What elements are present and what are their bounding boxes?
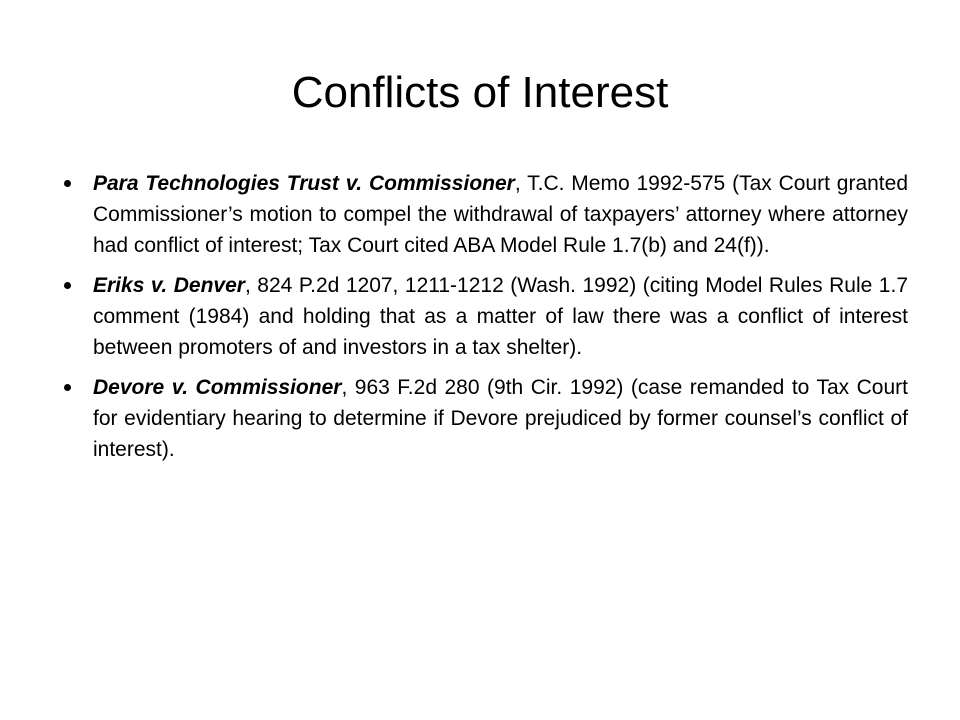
case-name: Para Technologies Trust v. Commissioner bbox=[93, 172, 515, 195]
bullet-item bbox=[93, 372, 908, 465]
case-name: Eriks v. Denver bbox=[93, 274, 245, 297]
case-citation: , 824 P.2d 1207, 1211-1212 (Wash. 1992) (citing Model Rules Rule 1.7 comment (1984) and holding that as a matter of law there was a conflict of interest between promoters of and investors in a tax shelter). bbox=[93, 274, 909, 359]
bullet-dot-icon bbox=[64, 282, 71, 289]
slide-title: Conflicts of Interest bbox=[291, 68, 669, 117]
bullet-dot-icon bbox=[64, 384, 71, 391]
case-name: Devore v. Commissioner bbox=[93, 376, 342, 399]
bullet-item bbox=[93, 168, 908, 261]
bullet-dot-icon bbox=[64, 180, 71, 187]
bullet-list bbox=[93, 168, 908, 474]
case-citation: , T.C. Memo 1992-575 (Tax Court granted Commissioner’s motion to compel the withdrawal of taxpayers’ attorney where attorney had conflict of interest; Tax Court cited ABA Model Rule 1.7(b) and 24(f)). bbox=[93, 172, 909, 257]
case-citation: , 963 F.2d 280 (9th Cir. 1992) (case remanded to Tax Court for evidentiary hearing to determine if Devore prejudiced by former counsel’s conflict of interest). bbox=[93, 376, 908, 461]
bullet-item bbox=[93, 270, 908, 363]
